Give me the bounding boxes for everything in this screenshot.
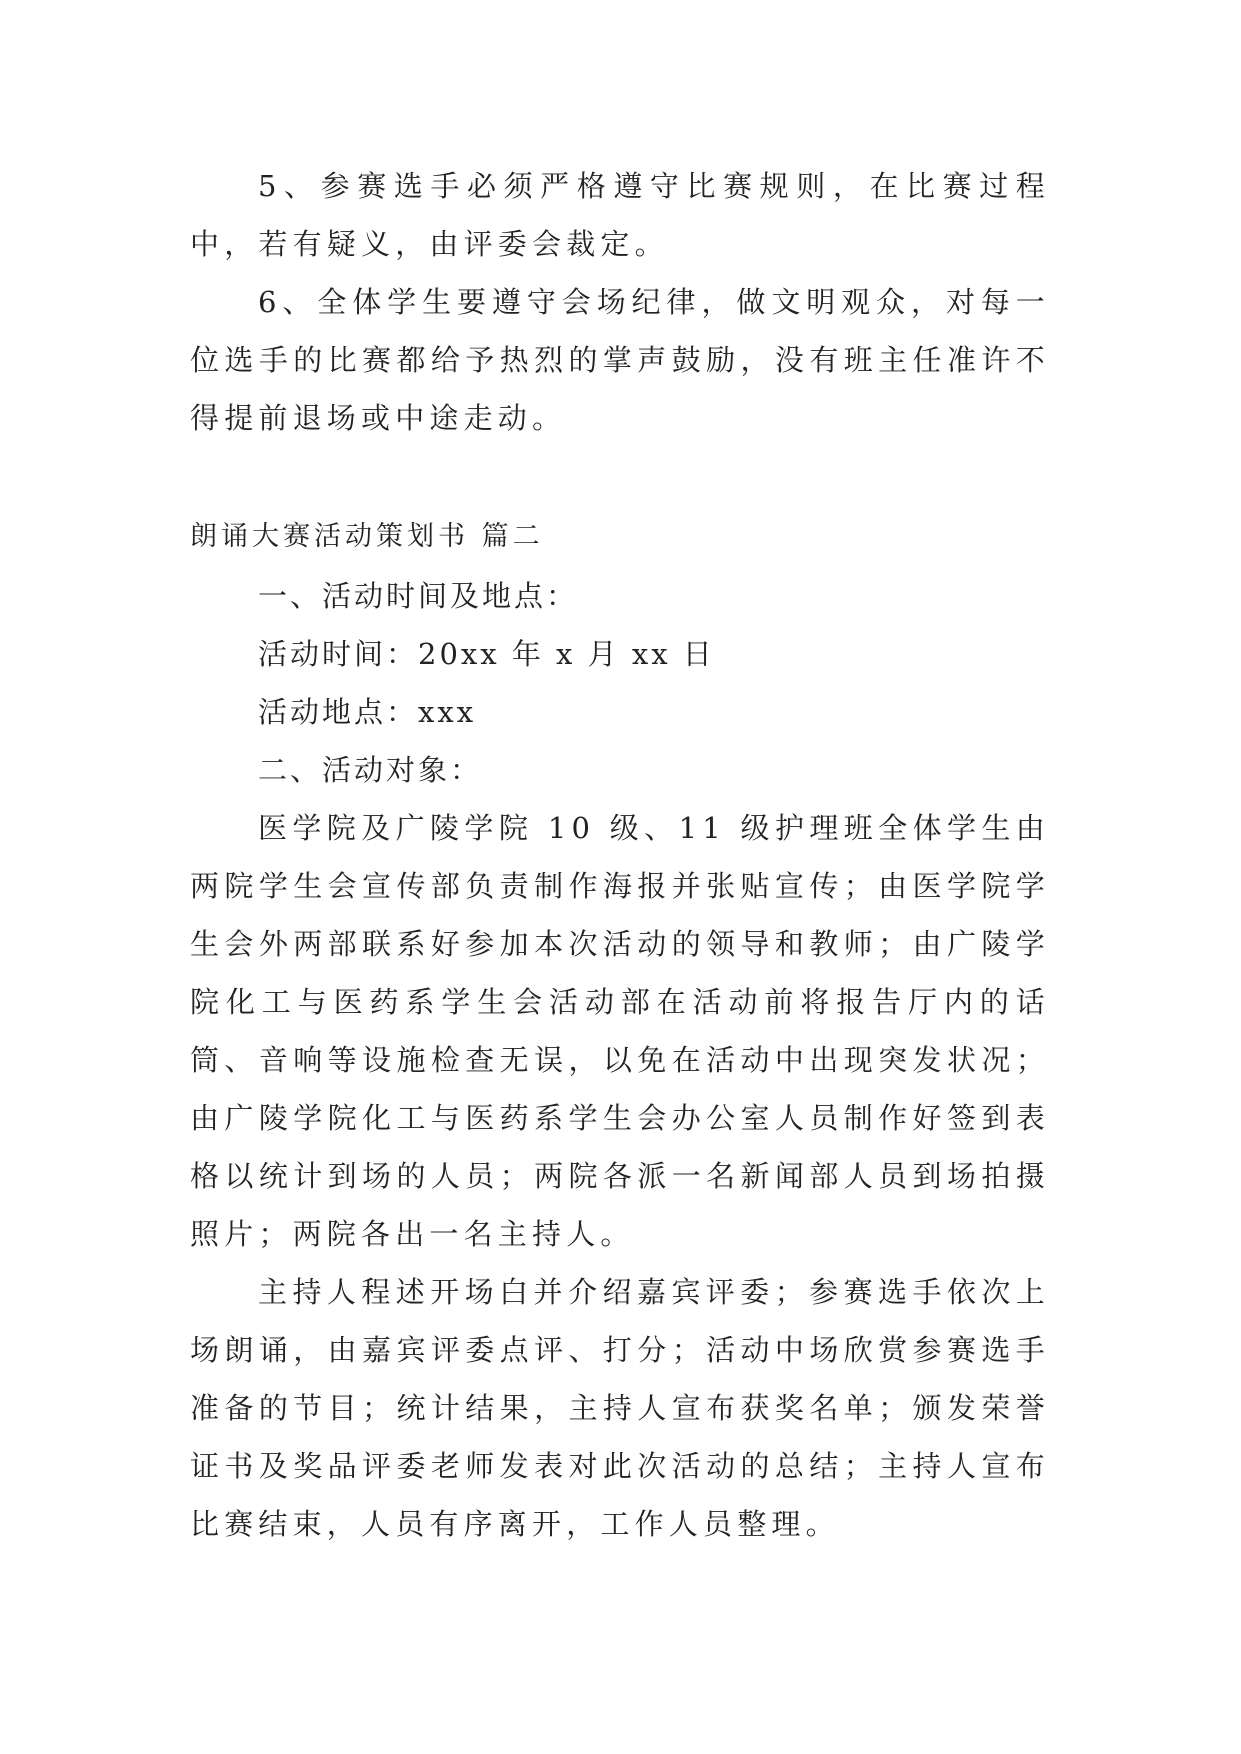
heading-time-place: 一、活动时间及地点： bbox=[258, 579, 579, 613]
heading-audience: 二、活动对象： bbox=[258, 753, 483, 787]
document-body bbox=[190, 157, 1050, 1553]
activity-time-line: 活动时间：20xx 年 x 月 xx 日 bbox=[258, 637, 715, 671]
rule-5-paragraph: 5、参赛选手必须严格遵守比赛规则，在比赛过程中，若有疑义，由评委会裁定。 bbox=[190, 169, 1050, 261]
procedure-paragraph: 主持人程述开场白并介绍嘉宾评委；参赛选手依次上场朗诵，由嘉宾评委点评、打分；活动中场欣赏参赛选手准备的节目；统计结果，主持人宣布获奖名单；颁发荣誉证书及奖品评委老师发表对此次活动的总结；主持人宣布比赛结束，人员有序离开，工作人员整理。 bbox=[190, 1275, 1050, 1541]
section-title: 朗诵大赛活动策划书 篇二 bbox=[190, 521, 544, 552]
activity-place-line: 活动地点：xxx bbox=[258, 695, 477, 729]
rule-6-paragraph: 6、全体学生要遵守会场纪律，做文明观众，对每一位选手的比赛都给予热烈的掌声鼓励，没有班主任准许不得提前退场或中途走动。 bbox=[190, 285, 1050, 435]
section-spacer bbox=[190, 447, 1050, 517]
audience-paragraph: 医学院及广陵学院 10 级、11 级护理班全体学生由两院学生会宣传部负责制作海报并张贴宣传；由医学院学生会外两部联系好参加本次活动的领导和教师；由广陵学院化工与医药系学生会活动部在活动前将报告厅内的话筒、音响等设施检查无误，以免在活动中出现突发状况；由广陵学院化工与医药系学生会办公室人员制作好签到表格以统计到场的人员；两院各派一名新闻部人员到场拍摄照片；两院各出一名主持人。 bbox=[190, 811, 1050, 1251]
title-spacer bbox=[190, 557, 1050, 567]
